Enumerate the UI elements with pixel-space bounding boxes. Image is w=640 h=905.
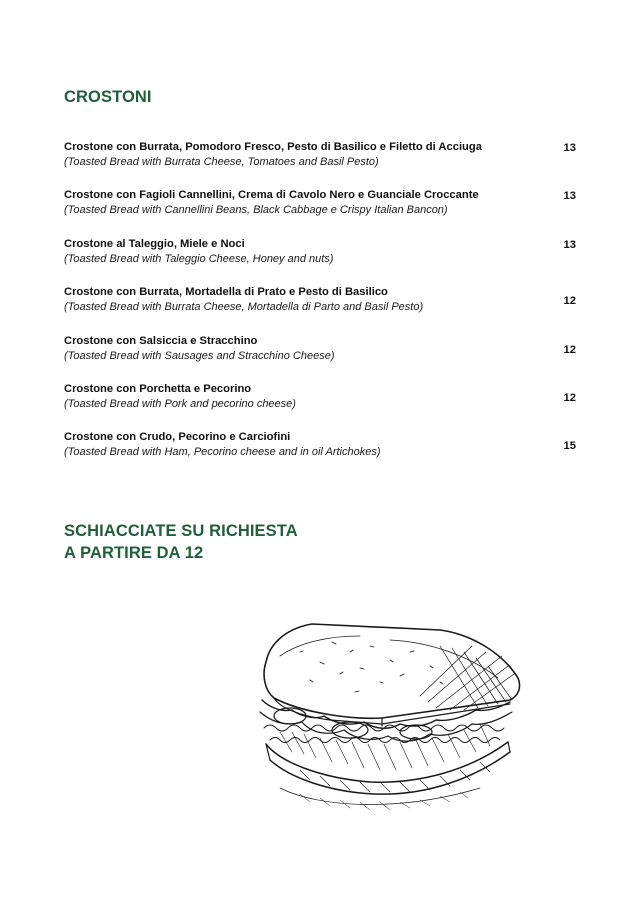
section-title-line: SCHIACCIATE SU RICHIESTA (64, 522, 298, 540)
item-name: Crostone con Crudo, Pecorino e Carciofini (64, 431, 291, 444)
item-name: Crostone con Porchetta e Pecorino (64, 382, 252, 395)
item-description: (Toasted Bread with Burrata Cheese, Mortadella di Parto and Basil Pesto) (64, 301, 424, 314)
item-price: 12 (563, 391, 576, 404)
item-description: (Toasted Bread with Burrata Cheese, Tomatoes and Basil Pesto) (64, 156, 379, 168)
item-description: (Toasted Bread with Ham, Pecorino cheese and in oil Artichokes) (64, 446, 381, 459)
item-price: 13 (563, 238, 576, 251)
item-name: Crostone con Fagioli Cannellini, Crema di Cavolo Nero e Guanciale Croccante (64, 189, 479, 202)
item-description: (Toasted Bread with Sausages and Stracchino Cheese) (64, 349, 335, 362)
item-price: 13 (563, 142, 576, 154)
item-price: 15 (563, 440, 576, 453)
menu-item (64, 285, 576, 333)
menu-item (64, 188, 576, 236)
item-name: Crostone con Burrata, Mortadella di Prato e Pesto di Basilico (64, 286, 388, 299)
menu-item (64, 382, 576, 430)
section-subtitle-line: A PARTIRE DA 12 (64, 544, 204, 562)
item-price: 13 (563, 190, 576, 203)
item-description: (Toasted Bread with Cannellini Beans, Black Cabbage e Crispy Italian Bancon) (64, 204, 448, 217)
section-title-crostoni: CROSTONI (64, 88, 152, 106)
sandwich-illustration (240, 612, 530, 820)
menu-item (64, 430, 576, 478)
menu-item (64, 237, 576, 285)
menu-list (64, 140, 576, 479)
item-description: (Toasted Bread with Taleggio Cheese, Honey and nuts) (64, 252, 334, 265)
item-price: 12 (563, 295, 576, 308)
item-description: (Toasted Bread with Pork and pecorino cheese) (64, 397, 296, 410)
section-title-schiacciate (64, 520, 298, 564)
item-name: Crostone al Taleggio, Miele e Noci (64, 237, 245, 250)
item-name: Crostone con Burrata, Pomodoro Fresco, Pesto di Basilico e Filetto di Acciuga (64, 141, 482, 153)
menu-item (64, 334, 576, 382)
menu-item (64, 140, 576, 188)
item-name: Crostone con Salsiccia e Stracchino (64, 334, 258, 347)
item-price: 12 (563, 343, 576, 356)
